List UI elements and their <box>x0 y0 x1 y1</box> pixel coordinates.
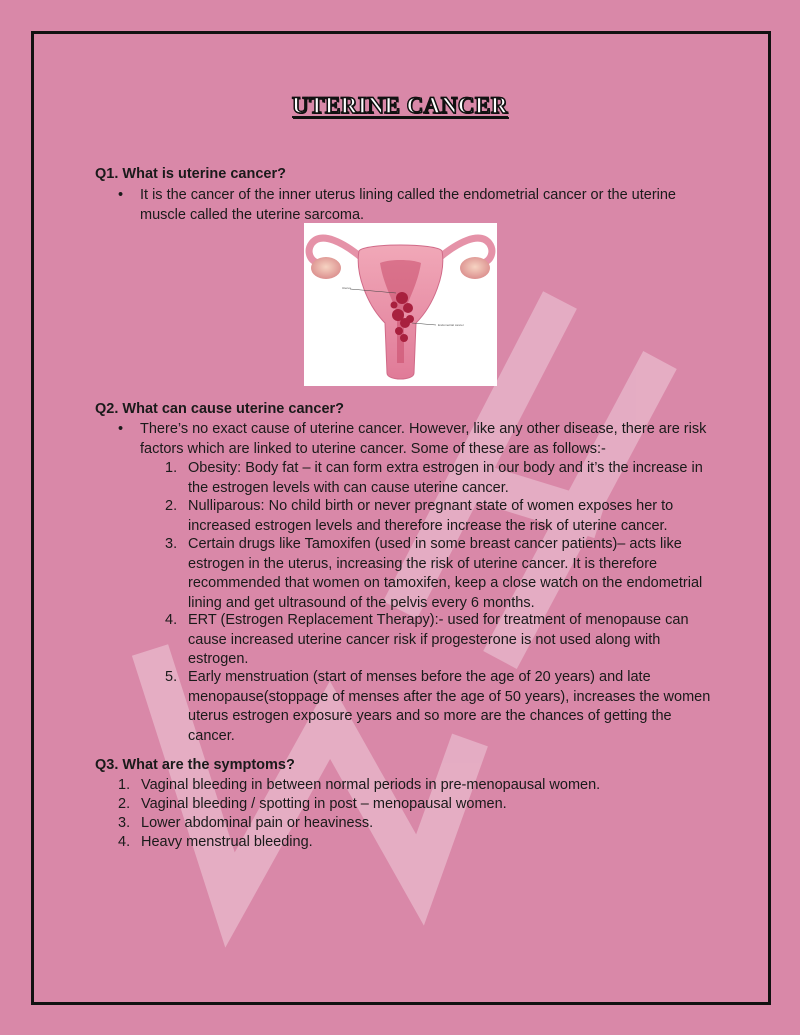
list-item: 3. Lower abdominal pain or heaviness. <box>118 815 374 831</box>
list-item: 4. ERT (Estrogen Replacement Therapy):- used for treatment of menopause can cause increased uterine cancer risk if progesterone is not used along with estrogen. <box>165 612 689 667</box>
list-item: 1. Vaginal bleeding in between normal periods in pre-menopausal women. <box>118 777 601 793</box>
q1-bullet-text: It is the cancer of the inner uterus lining called the endometrial cancer or the uterine muscle called the uterine sarcoma. <box>140 187 676 223</box>
question-2: Q2. What can cause uterine cancer? <box>95 401 345 417</box>
list-item: 4. Heavy menstrual bleeding. <box>118 834 313 850</box>
q1-bullet <box>118 186 698 225</box>
q2-bullet <box>118 420 718 459</box>
bullet-icon: • <box>118 187 124 203</box>
page-title: UTERINE CANCER <box>292 93 508 118</box>
bullet-icon: • <box>118 421 124 437</box>
list-item: 5. Early menstruation (start of menses before the age of 20 years) and late menopause(stoppage of menses after the age of 50 years), increases the women uterus estrogen exposure years and so more are the chances of getting the cancer. <box>165 669 711 744</box>
list-item: 1. Obesity: Body fat – it can form extra estrogen in our body and it’s the increase in the estrogen levels with can cause uterine cancer. <box>165 460 703 496</box>
list-item: 2. Vaginal bleeding / spotting in post – menopausal women. <box>118 796 507 812</box>
list-item: 2. Nulliparous: No child birth or never pregnant state of women exposes her to increased estrogen levels and therefore increase the risk of uterine cancer. <box>165 498 674 534</box>
question-3: Q3. What are the symptoms? <box>95 757 295 773</box>
question-1: Q1. What is uterine cancer? <box>95 166 286 182</box>
figure-label-uterus: Uterus <box>342 286 351 290</box>
uterus-drawing <box>304 223 497 386</box>
figure-label-cancer: Endometrial cancer <box>438 323 464 327</box>
uterus-illustration <box>304 223 497 386</box>
list-item: 3. Certain drugs like Tamoxifen (used in some breast cancer patients)– acts like estrogen in the uterus, increasing the risk of uterine cancer. It is therefore recommended that women on tamoxifen, keep a close watch on the endometrial lining and get ultrasound of the pelvis every 6 months. <box>165 536 703 611</box>
q2-bullet-text: There’s no exact cause of uterine cancer. However, like any other disease, there are risk factors which are linked to uterine cancer. Some of these are as follows:- <box>140 421 707 457</box>
